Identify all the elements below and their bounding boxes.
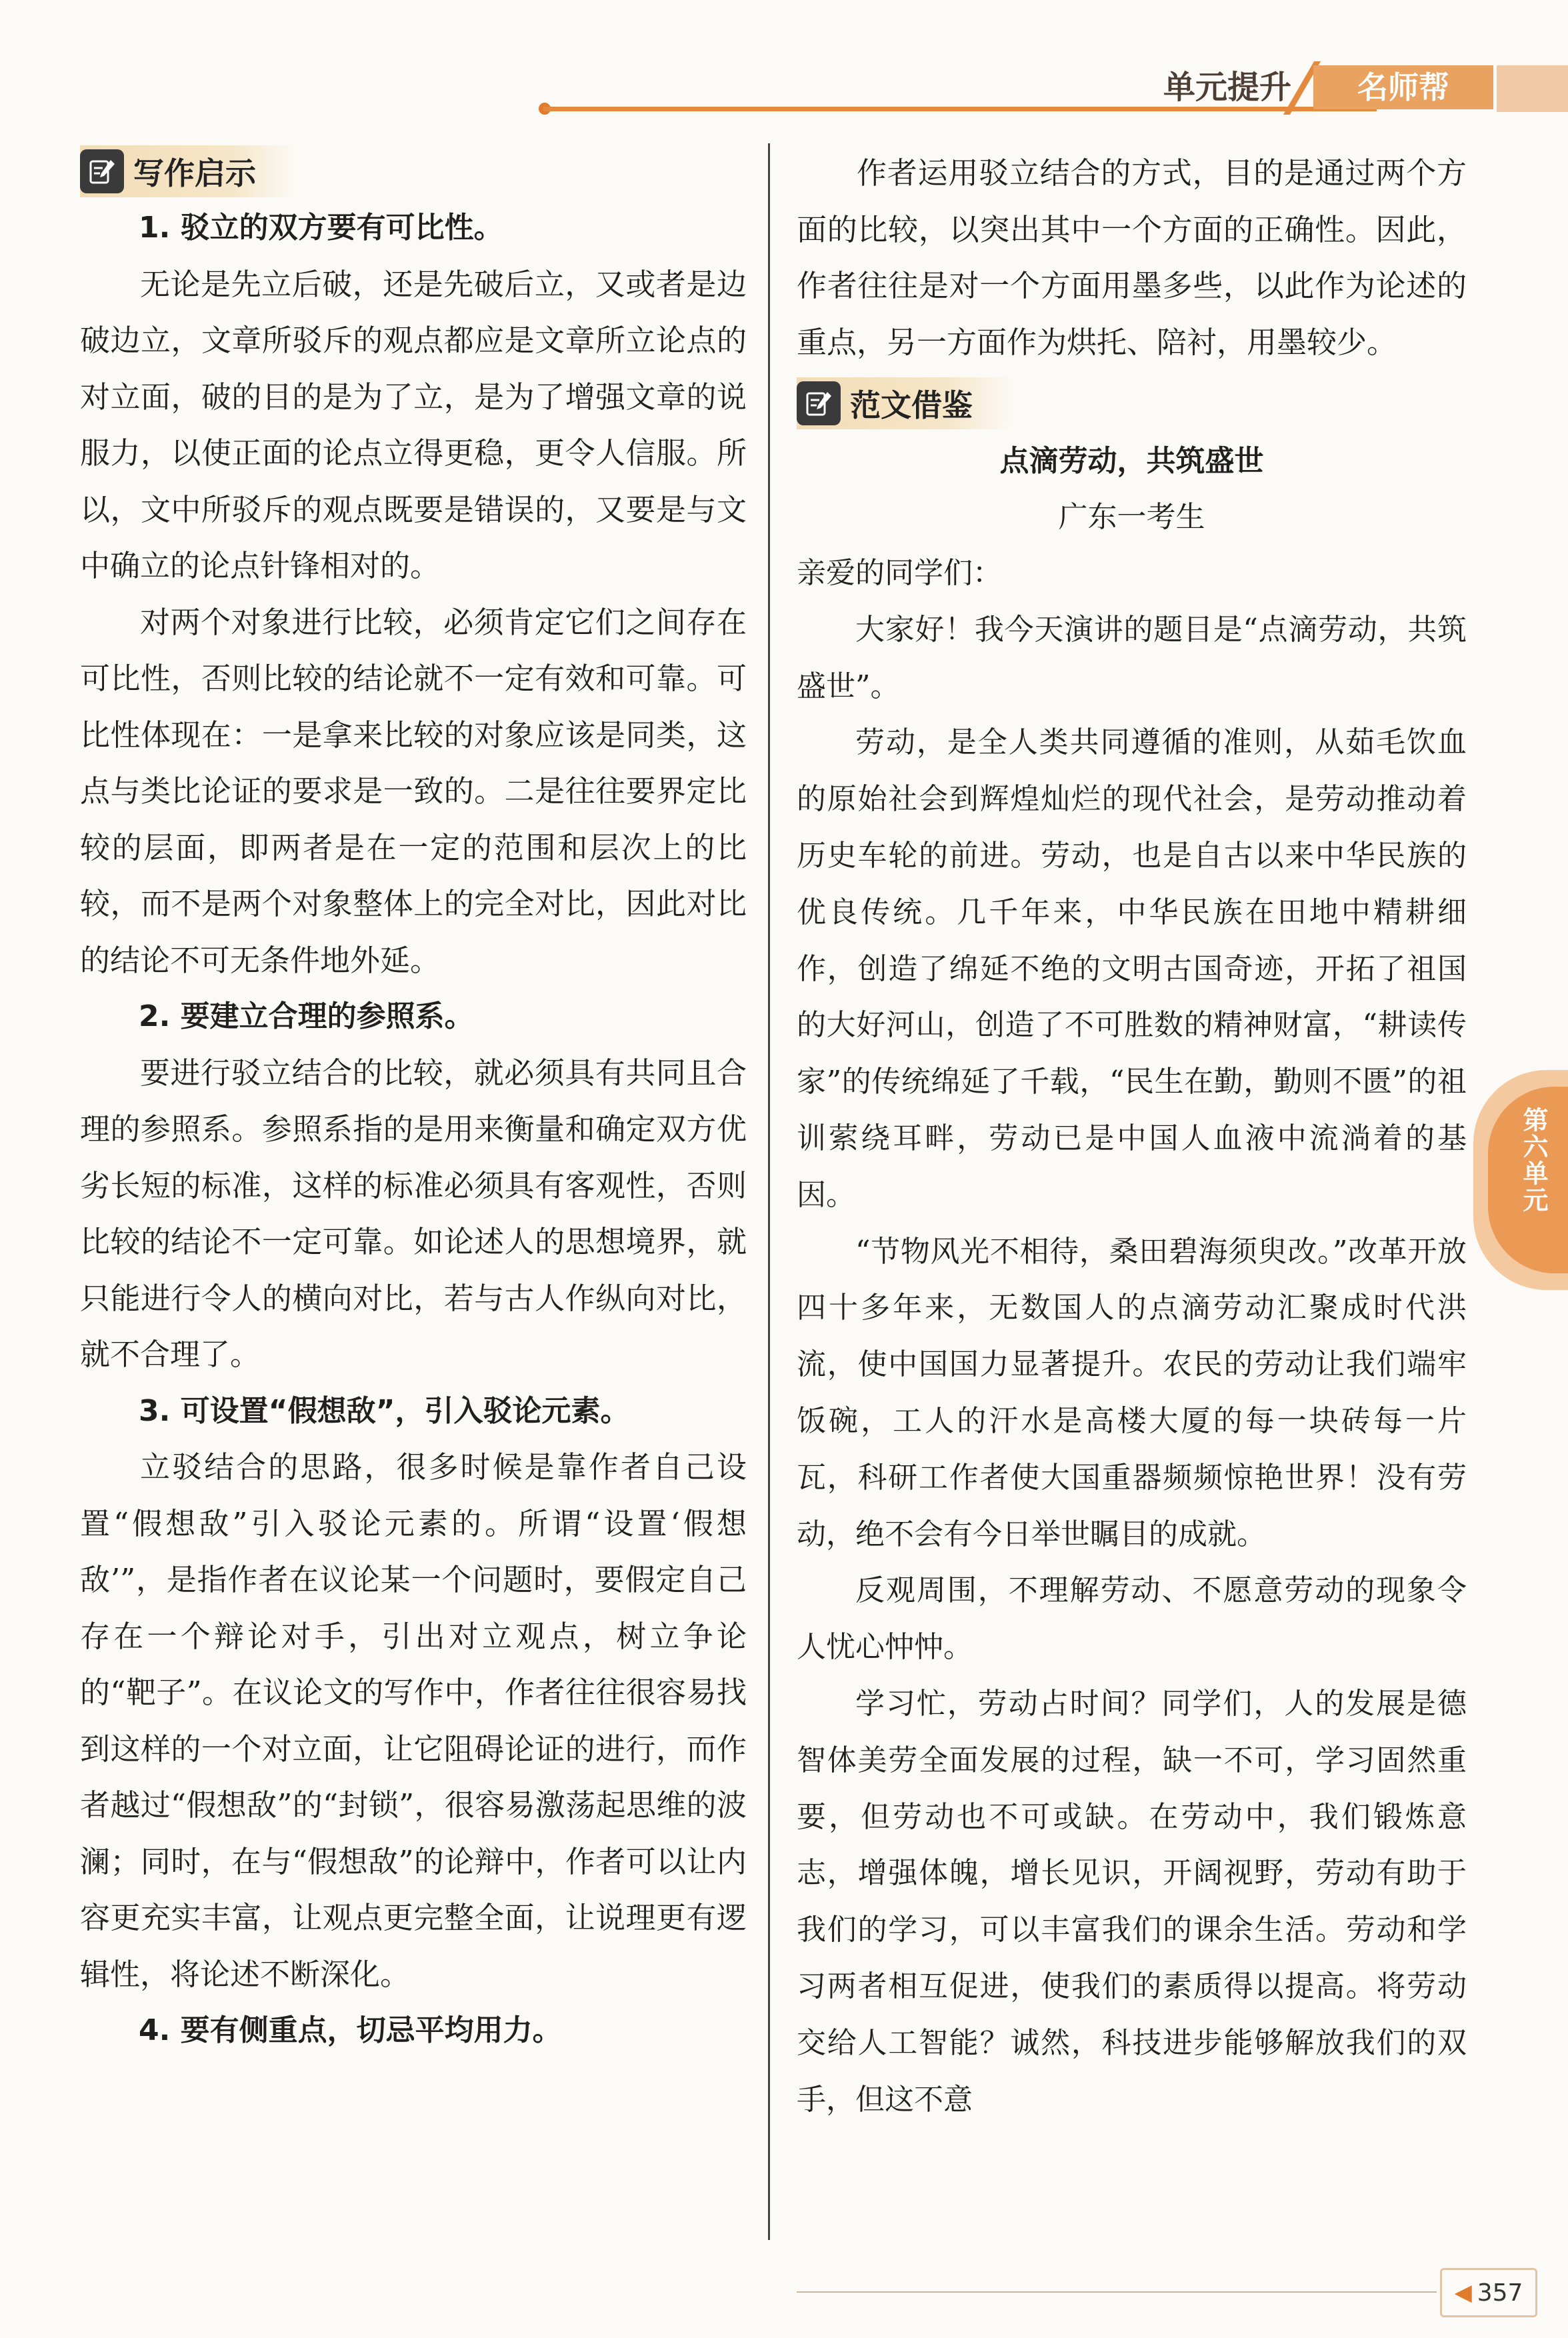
pen-book-icon [797, 381, 841, 425]
tip-heading-4: 4. 要有侧重点，切忌平均用力。 [139, 2013, 562, 2047]
paragraph: 无论是先立后破，还是先破后立，又或者是边破边立，文章所驳斥的观点都应是文章所立论点的对立面，破的目的是为了立，是为了增强文章的说服力，以使正面的论点立得更稳，更令人信服。所以，文中所驳斥的观点既要是错误的，又要是与文中确立的论点针锋相对的。 [80, 266, 747, 583]
essay-title: 点滴劳动，共筑盛世 [999, 444, 1264, 478]
paragraph: 立驳结合的思路，很多时候是靠作者自己设置“假想敌”引入驳论元素的。所谓“设置‘假想敌’”，是指作者在议论某一个问题时，要假定自己存在一个辩论对手，引出对立观点，树立争论的“靶子”。在议论文的写作中，作者往往很容易找到这样的一个对立面，让它阻碍论证的进行，而作者越过“假想敌”的“封锁”，很容易激荡起思维的波澜；同时，在与“假想敌”的论辩中，作者可以让内容更充实丰富，让观点更完整全面，让说理更有逻辑性，将论述不断深化。 [80, 1449, 747, 1992]
essay-paragraph: 反观周围，不理解劳动、不愿意劳动的现象令人忧心忡忡。 [797, 1573, 1467, 1665]
tip-heading-1: 1. 驳立的双方要有可比性。 [139, 211, 503, 245]
page-arrow-icon: ◀ [1454, 2279, 1472, 2306]
section-heading-model-essay [797, 377, 1013, 429]
header-unit-label: 单元提升 [1163, 69, 1292, 106]
right-column [797, 145, 1467, 2128]
page-number-box [1440, 2268, 1537, 2317]
section-title: 写作启示 [133, 155, 256, 191]
column-divider [768, 143, 770, 2240]
essay-paragraph: 学习忙，劳动占时间？同学们，人的发展是德智体美劳全面发展的过程，缺一不可，学习固然重要，但劳动也不可或缺。在劳动中，我们锻炼意志，增强体魄，增长见识，开阔视野，劳动有助于我们的学习，可以丰富我们的课余生活。劳动和学习两者相互促进，使我们的素质得以提高。将劳动交给人工智能？诚然，科技进步能够解放我们的双手，但这不意 [797, 1686, 1467, 2117]
pen-book-icon [80, 149, 124, 193]
essay-paragraph: “节物风光不相待，桑田碧海须臾改。”改革开放四十多年来，无数国人的点滴劳动汇聚成时代洪流，使中国国力显著提升。农民的劳动让我们端牢饭碗，工人的汗水是高楼大厦的每一块砖每一片瓦，科研工作者使大国重器频频惊艳世界！没有劳动，绝不会有今日举世瞩目的成就。 [797, 1234, 1467, 1551]
model-essay [797, 433, 1467, 2128]
header-corner-block [1497, 65, 1568, 112]
footer-rule [797, 2291, 1437, 2293]
page-number: 357 [1477, 2279, 1523, 2307]
unit-tab-label: 第六单元 [1519, 1107, 1548, 1213]
section-heading-writing-tips [80, 145, 296, 197]
tip-heading-3: 3. 可设置“假想敌”，引入驳论元素。 [139, 1393, 630, 1428]
essay-paragraph: 劳动，是全人类共同遵循的准则，从茹毛饮血的原始社会到辉煌灿烂的现代社会，是劳动推动着历史车轮的前进。劳动，也是自古以来中华民族的优良传统。几千年来，中华民族在田地中精耕细作，创造了绵延不绝的文明古国奇迹，开拓了祖国的大好河山，创造了不可胜数的精神财富，“耕读传家”的传统绵延了千载，“民生在勤，勤则不匮”的祖训萦绕耳畔，劳动已是中国人血液中流淌着的基因。 [797, 725, 1467, 1212]
essay-author: 广东一考生 [1058, 500, 1205, 534]
tip-heading-2: 2. 要建立合理的参照系。 [139, 999, 474, 1033]
paragraph: 对两个对象进行比较，必须肯定它们之间存在可比性，否则比较的结论就不一定有效和可靠。可比性体现在：一是拿来比较的对象应该是同类，这点与类比论证的要求是一致的。二是往往要界定比较的层面，即两者是在一定的范围和层次上的比较，而不是两个对象整体上的完全对比，因此对比的结论不可无条件地外延。 [80, 604, 747, 978]
paragraph: 作者运用驳立结合的方式，目的是通过两个方面的比较，以突出其中一个方面的正确性。因此，作者往往是对一个方面用墨多些，以此作为论述的重点，另一方面作为烘托、陪衬，用墨较少。 [797, 155, 1467, 360]
paragraph: 要进行驳立结合的比较，就必须具有共同且合理的参照系。参照系指的是用来衡量和确定双方优劣长短的标准，这样的标准必须具有客观性，否则比较的结论不一定可靠。如论述人的思想境界，就只能进行令人的横向对比，若与古人作纵向对比，就不合理了。 [80, 1055, 747, 1372]
section-title: 范文借鉴 [850, 387, 973, 423]
essay-paragraph: 大家好！我今天演讲的题目是“点滴劳动，共筑盛世”。 [797, 612, 1467, 703]
header-brand-label: 名师帮 [1313, 65, 1493, 109]
left-column [80, 145, 747, 2059]
essay-greeting: 亲爱的同学们： [797, 556, 1002, 590]
